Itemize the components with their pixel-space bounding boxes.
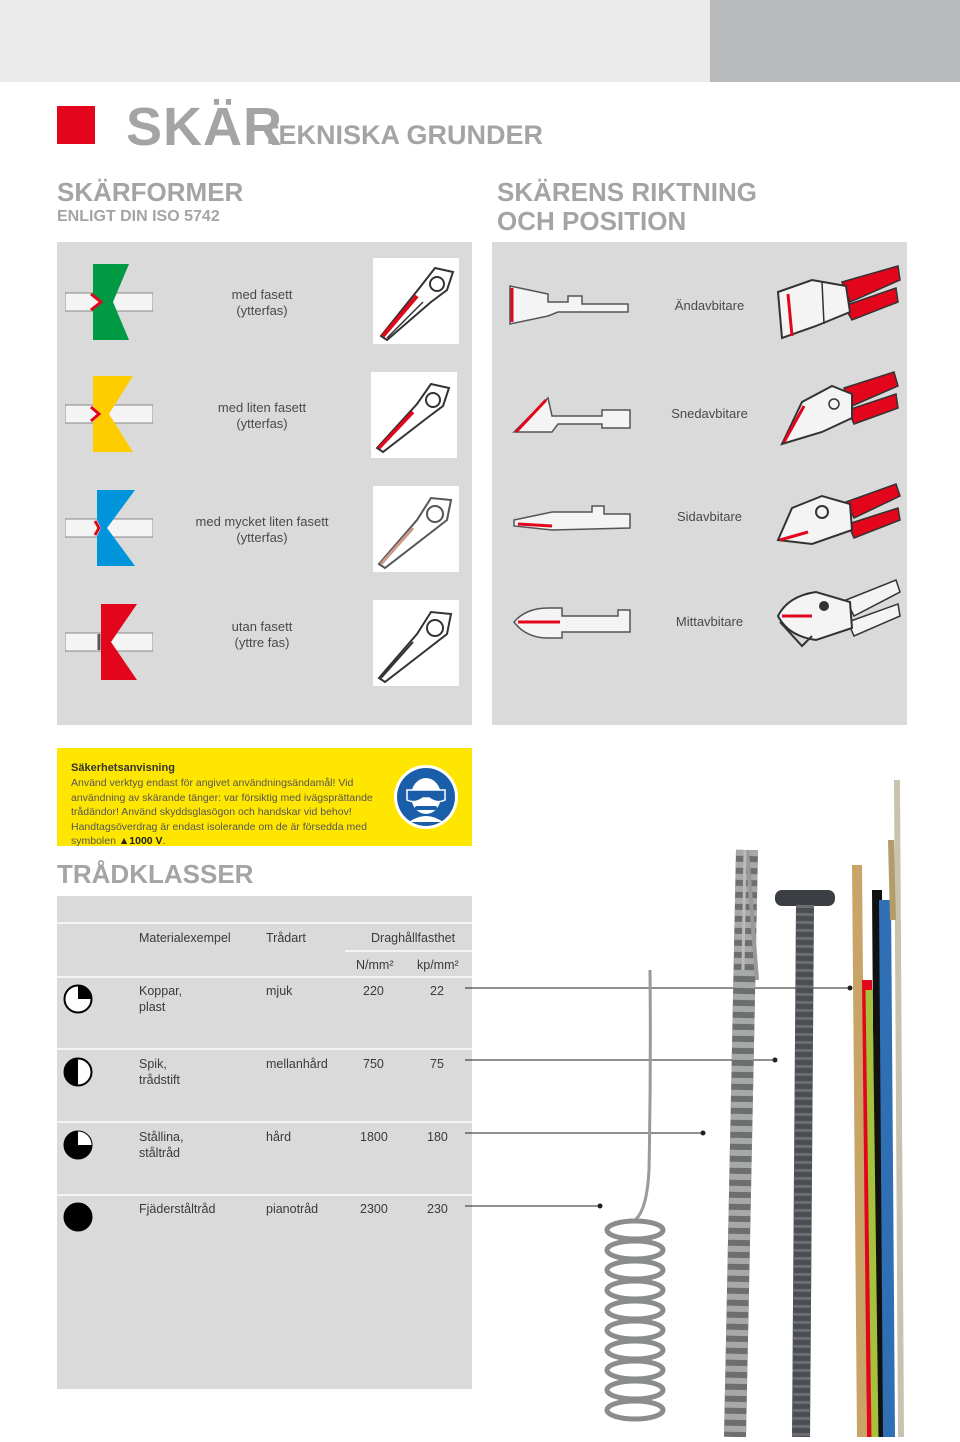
header-wire-type: Trådart (266, 931, 306, 945)
table-divider (57, 976, 472, 978)
safety-goggles-icon (393, 764, 459, 830)
top-band (0, 0, 710, 82)
header-tensile-strength: Draghållfasthet (371, 931, 456, 945)
plier-tip-image-2 (371, 372, 457, 458)
table-row-material: Fjäderståltråd (139, 1202, 216, 1216)
table-row-material: Stållina, ståltråd (139, 1130, 184, 1160)
cutter-type-label-2: Snedavbitare (671, 406, 748, 421)
section-subtitle-cut-forms: ENLIGT DIN ISO 5742 (57, 208, 220, 225)
voltage-symbol: 1000 V (129, 835, 163, 847)
table-divider (57, 922, 472, 924)
table-row-material: Spik, trådstift (139, 1057, 180, 1087)
table-row-kp: 75 (430, 1057, 444, 1071)
table-row-type: hård (266, 1130, 292, 1144)
cut-form-label-3: med mycket liten fasett (ytterfas) (195, 514, 329, 545)
cut-form-label-1: med fasett (ytterfas) (231, 287, 293, 318)
table-row-type: mjuk (266, 984, 293, 998)
safety-text: Använd verktyg endast för angivet användningsändamål! Vid användning av skärande tänger: var försiktig med ivägsprättande trådändor! Använd skyddsglasögon och handskar vid behov! Handtagsöverdrag är endast isolerande om de är försedda med symbolen ▲1000 V. (71, 777, 373, 847)
diagonal-cutter-profile-icon (512, 392, 636, 442)
table-row-type: pianotråd (266, 1202, 319, 1216)
table-row-n: 220 (363, 984, 384, 998)
cutter-type-label-3: Sidavbitare (676, 509, 743, 524)
safety-notice (57, 748, 472, 846)
table-divider (57, 1048, 472, 1050)
table-row-kp: 22 (430, 984, 444, 998)
plier-tip-image-1 (373, 258, 459, 344)
wire-classes-table (57, 896, 472, 1389)
table-row-type: mellanhård (266, 1057, 328, 1071)
table-divider (57, 1121, 472, 1123)
center-cutter-profile-icon (512, 604, 636, 644)
page-subtitle: TEKNISKA GRUNDER (262, 120, 544, 150)
cutter-type-label-4: Mittavbitare (675, 614, 744, 629)
cutter-type-label-1: Ändavbitare (674, 298, 745, 313)
cut-profile-blue-icon (65, 490, 153, 566)
section-title-direction-1: SKÄRENS RIKTNING (497, 177, 758, 207)
hardness-half-icon (63, 1057, 93, 1087)
brand-square (57, 106, 95, 144)
table-divider (345, 950, 472, 952)
table-row-kp: 230 (427, 1202, 448, 1216)
wire-classes-title: TRÅDKLASSER (57, 859, 254, 889)
safety-title: Säkerhetsanvisning (71, 762, 175, 774)
header-unit-n: N/mm² (356, 958, 394, 972)
page-title: SKÄR (126, 97, 284, 157)
hardness-quarter-icon (63, 984, 93, 1014)
top-band-accent (710, 0, 960, 82)
section-title-direction-2: OCH POSITION (497, 206, 687, 236)
side-cutter-profile-icon (512, 504, 636, 544)
table-divider (57, 1194, 472, 1196)
cut-forms-panel (57, 242, 472, 725)
hardness-full-icon (63, 1202, 93, 1232)
hardness-three-quarter-icon (63, 1130, 93, 1160)
header-unit-kp: kp/mm² (417, 958, 459, 972)
table-row-material: Koppar, plast (139, 984, 183, 1014)
diagonal-cutter-plier-icon (772, 366, 902, 450)
end-cutter-profile-icon (508, 280, 632, 330)
cut-form-label-4: utan fasett (yttre fas) (231, 619, 293, 650)
header-material: Materialexempel (139, 931, 231, 945)
cut-form-label-2: med liten fasett (ytterfas) (217, 400, 307, 431)
table-row-kp: 180 (427, 1130, 448, 1144)
cut-profile-yellow-icon (65, 376, 153, 452)
side-cutter-plier-icon (772, 478, 902, 554)
table-row-n: 750 (363, 1057, 384, 1071)
section-title-cut-forms: SKÄRFORMER (57, 177, 244, 207)
cut-profile-red-icon (65, 604, 153, 680)
end-cutter-plier-icon (772, 262, 902, 342)
center-cutter-plier-icon (772, 576, 902, 656)
plier-tip-image-4 (373, 600, 459, 686)
table-row-n: 2300 (360, 1202, 388, 1216)
cutter-direction-panel (492, 242, 907, 725)
wire-samples-image (465, 770, 960, 1437)
table-row-n: 1800 (360, 1130, 388, 1144)
plier-tip-image-3 (373, 486, 459, 572)
cut-profile-green-icon (65, 264, 153, 340)
